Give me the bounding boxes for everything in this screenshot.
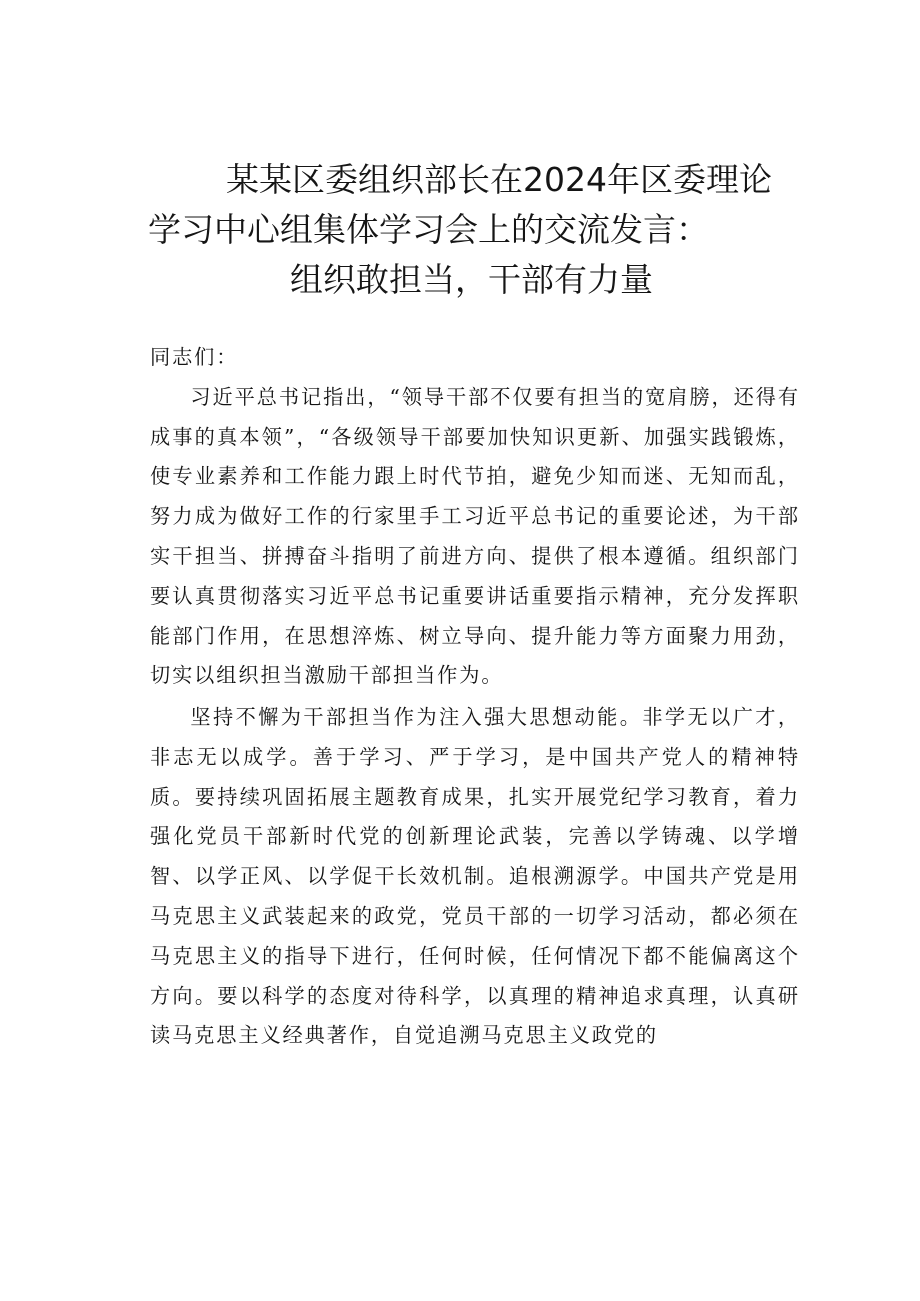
title-line-2: 学习中心组集体学习会上的交流发言： [148,210,709,249]
document-body [150,338,800,1056]
document-title [130,155,790,305]
title-line-3: 组织敢担当，干部有力量 [290,260,653,299]
title-line-1: 某某区委组织部长在2024年区委理论 [226,160,772,199]
greeting: 同志们： [150,345,239,369]
paragraph-1: 习近平总书记指出，“领导干部不仅要有担当的宽肩膀，还得有成事的真本领”，“各级领导干部要加快知识更新、加强实践锻炼，使专业素养和工作能力跟上时代节拍，避免少知而迷、无知而乱，努力成为做好工作的行家里手工习近平总书记的重要论述，为干部实干担当、拼搏奋斗指明了前进方向、提供了根本遵循。组织部门要认真贯彻落实习近平总书记重要讲话重要指示精神，充分发挥职能部门作用，在思想淬炼、树立导向、提升能力等方面聚力用劲，切实以组织担当激励干部担当作为。 [150,384,800,688]
paragraph-2: 坚持不懈为干部担当作为注入强大思想动能。非学无以广才，非志无以成学。善于学习、严于学习，是中国共产党人的精神特质。要持续巩固拓展主题教育成果，扎实开展党纪学习教育，着力强化党员干部新时代党的创新理论武装，完善以学铸魂、以学增智、以学正风、以学促干长效机制。追根溯源学。中国共产党是用马克思主义武装起来的政党，党员干部的一切学习活动，都必须在马克思主义的指导下进行，任何时候，任何情况下都不能偏离这个方向。要以科学的态度对待科学，以真理的精神追求真理，认真研读马克思主义经典著作，自觉追溯马克思主义政党的 [150,704,800,1048]
